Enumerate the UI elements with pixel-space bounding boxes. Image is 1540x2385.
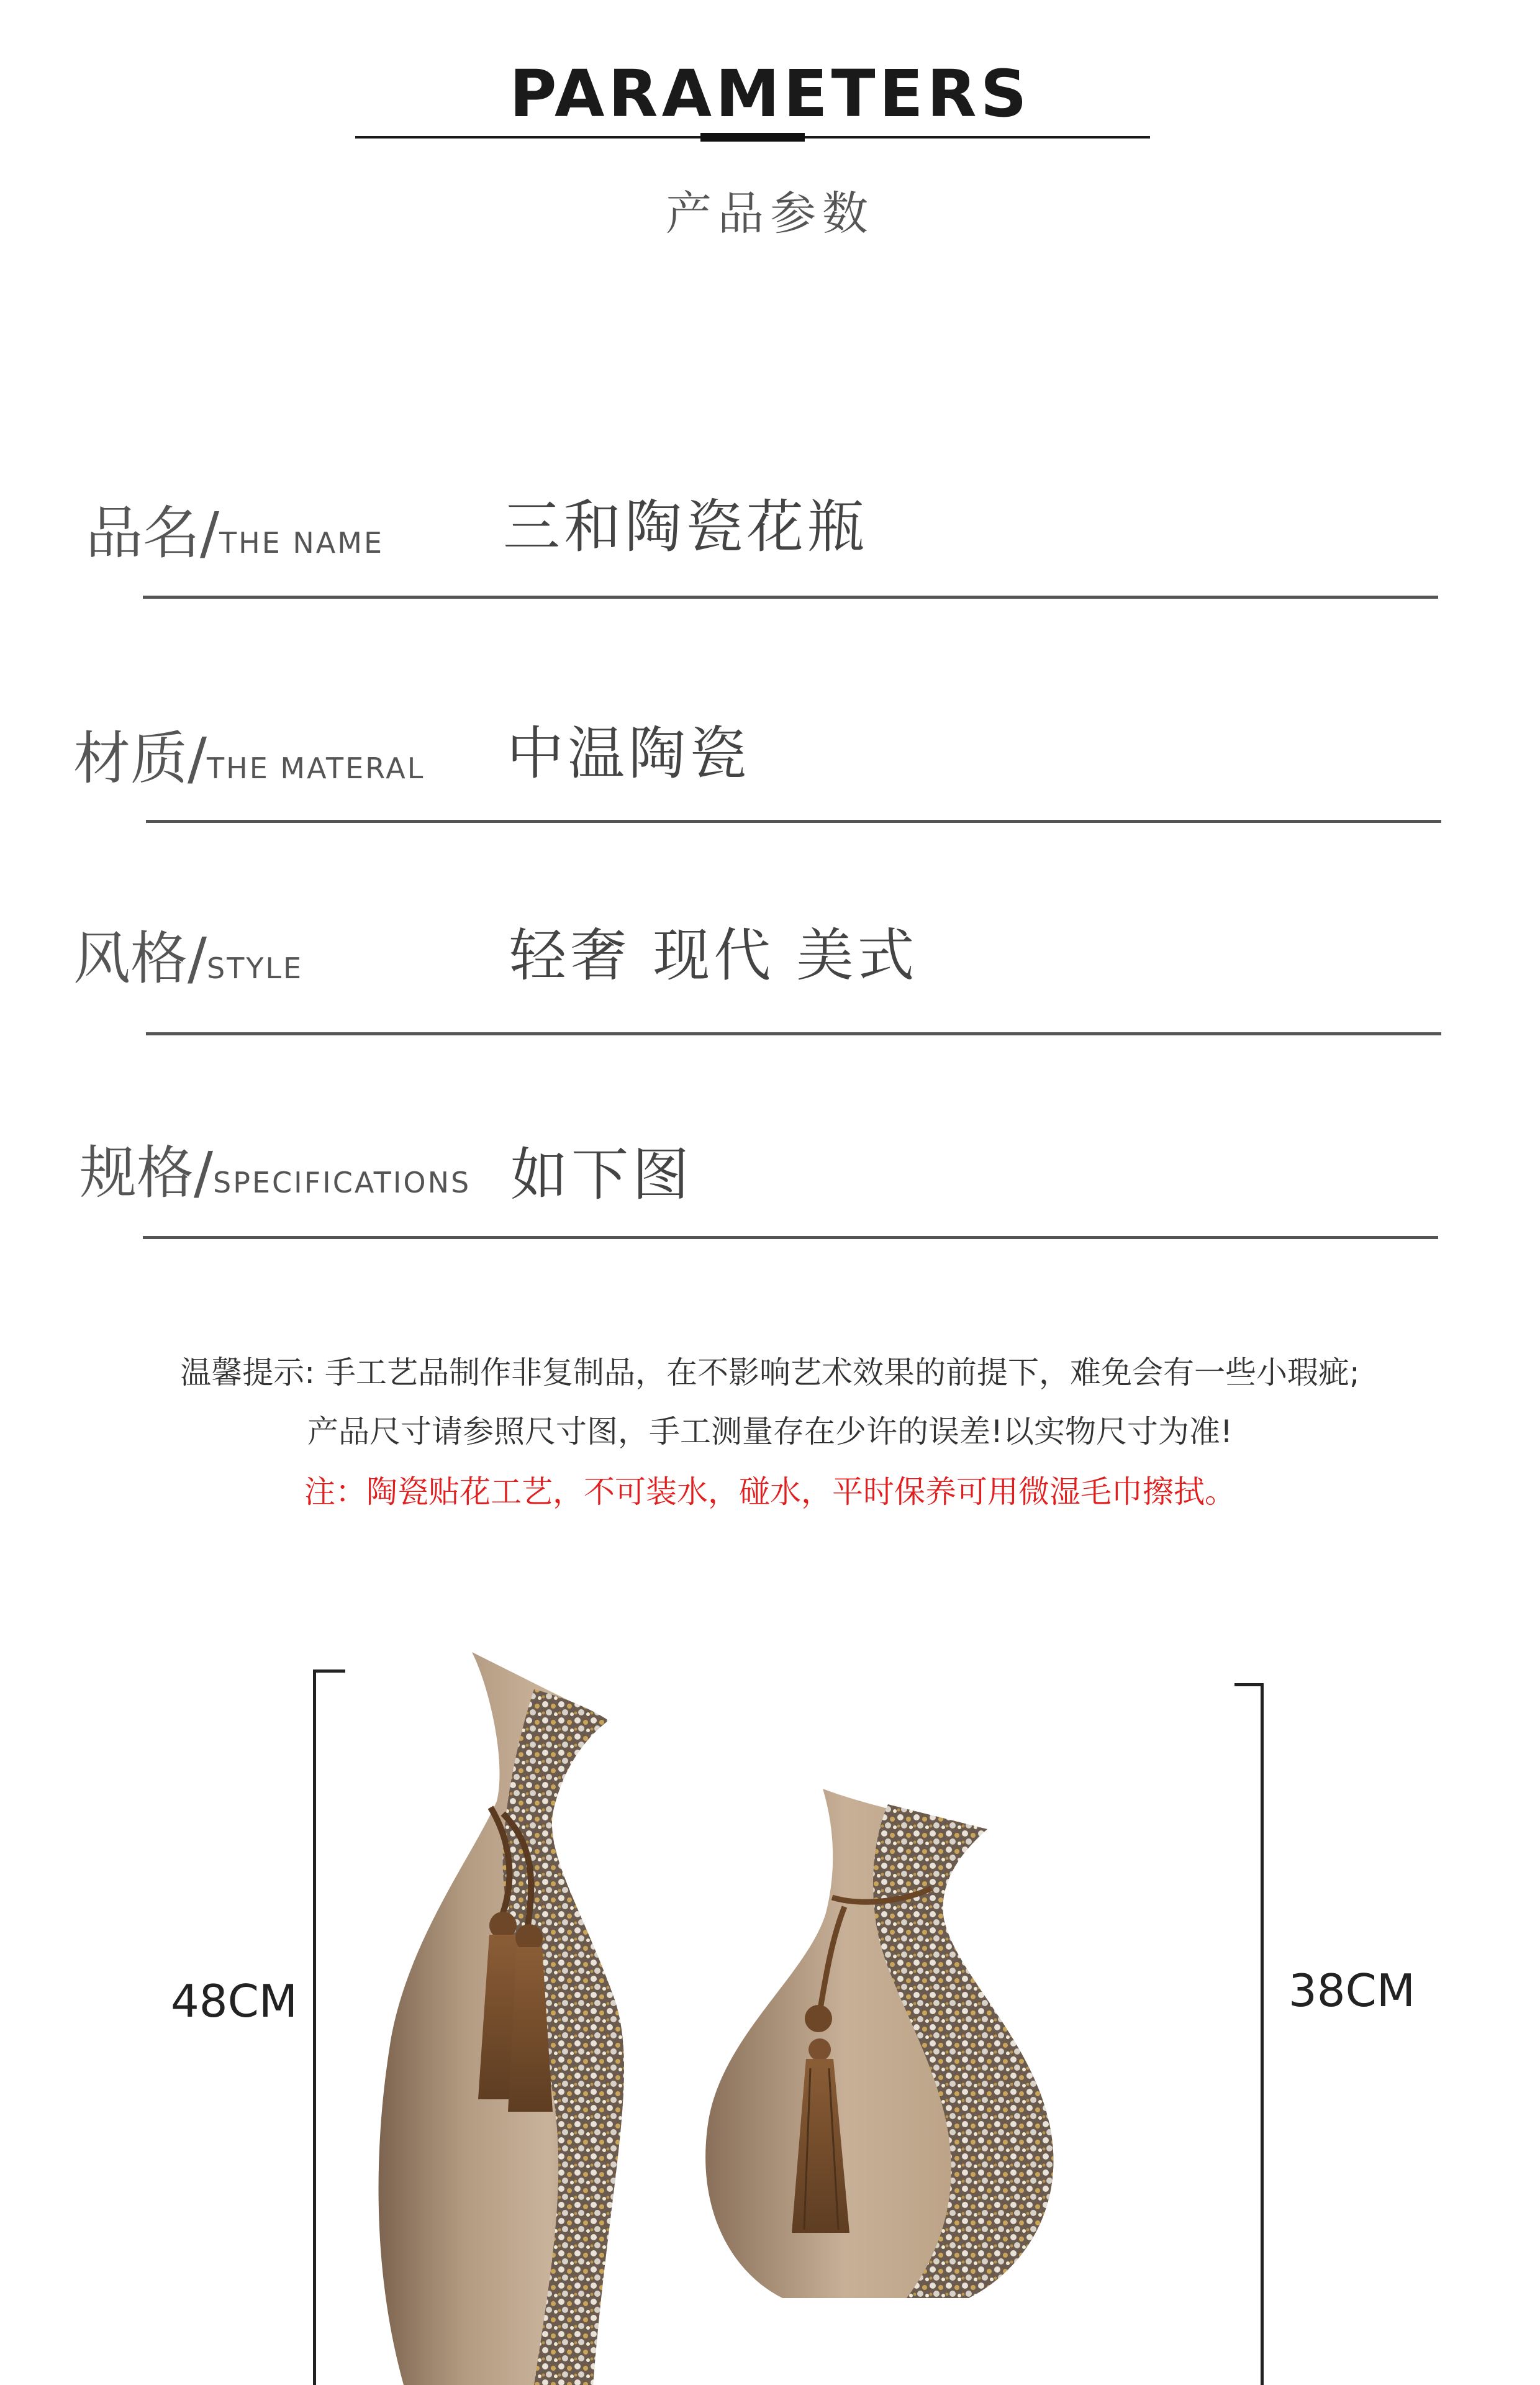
param-label-cn: 规格 <box>79 1140 194 1206</box>
tassel-icon <box>478 1912 553 2112</box>
param-label-name: 品名/THE NAME <box>86 500 384 566</box>
row-divider <box>143 1236 1438 1239</box>
param-label-en: SPECIFICATIONS <box>213 1166 471 1199</box>
small-vase <box>705 1789 1053 2298</box>
param-label-specifications: 规格/SPECIFICATIONS <box>79 1140 471 1206</box>
row-divider <box>146 820 1441 823</box>
param-value-material: 中温陶瓷 <box>507 720 751 787</box>
note-line-warning: 注：陶瓷贴花工艺，不可装水，碰水，平时保养可用微湿毛巾擦拭。 <box>304 1474 1236 1510</box>
param-value-name: 三和陶瓷花瓶 <box>503 494 869 560</box>
note-line-2: 产品尺寸请参照尺寸图，手工测量存在少许的误差!以实物尺寸为准! <box>307 1414 1233 1450</box>
param-label-cn: 品名 <box>86 500 201 566</box>
row-divider <box>143 596 1438 599</box>
vases-illustration <box>348 1652 1242 2385</box>
param-label-material: 材质/THE MATERAL <box>73 725 425 792</box>
page-subtitle: 产品参数 <box>666 187 874 240</box>
dimension-tick-left-top <box>313 1670 345 1673</box>
param-label-cn: 风格 <box>73 925 188 992</box>
row-divider <box>146 1032 1441 1035</box>
title-divider-accent <box>700 133 805 142</box>
large-vase <box>379 1652 624 2385</box>
note-line-1: 温馨提示: 手工艺品制作非复制品，在不影响艺术效果的前提下，难免会有一些小瑕疵; <box>180 1355 1360 1391</box>
param-label-en: THE NAME <box>219 526 384 560</box>
param-label-cn: 材质 <box>73 725 188 792</box>
dimension-label-right: 38CM <box>1289 1965 1416 2017</box>
dimension-line-left <box>313 1670 316 2385</box>
param-value-specifications: 如下图 <box>510 1142 694 1208</box>
dimension-line-right <box>1261 1683 1264 2385</box>
param-value-style: 轻奢 现代 美式 <box>509 922 918 989</box>
param-label-style: 风格/STYLE <box>73 925 304 992</box>
param-label-en: STYLE <box>207 952 304 985</box>
dimension-label-left: 48CM <box>171 1975 298 2027</box>
page-title: PARAMETERS <box>509 56 1031 132</box>
param-label-en: THE MATERAL <box>207 752 425 785</box>
